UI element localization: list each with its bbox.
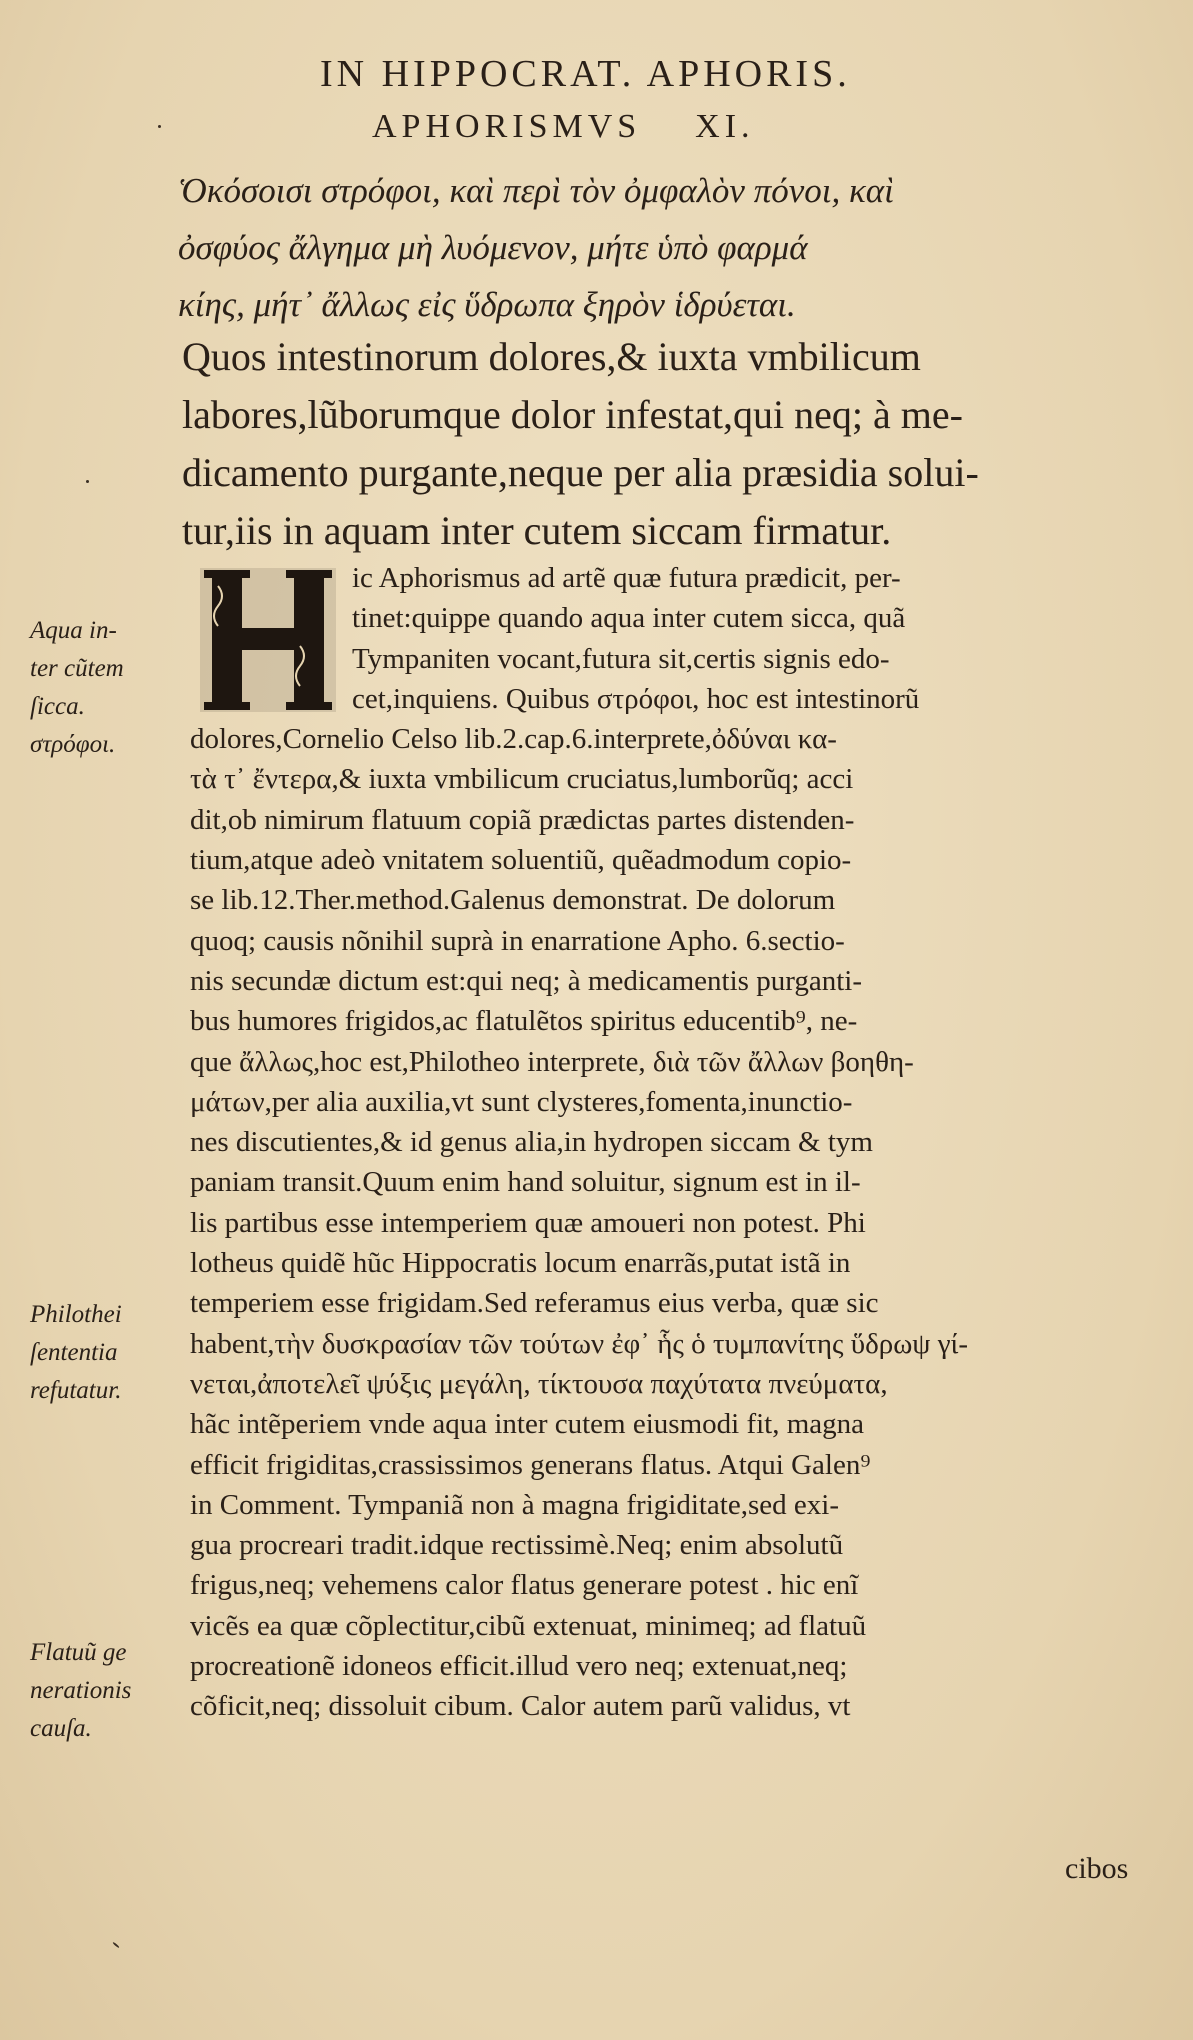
commentary-line: cõficit,neq; dissoluit cibum. Calor autem parũ validus, vt — [190, 1690, 851, 1723]
commentary-line: hãc intẽperiem vnde aqua inter cutem eiusmodi fit, magna — [190, 1408, 865, 1441]
running-head: IN HIPPOCRAT. APHORIS. — [320, 53, 851, 95]
latin-line: Quos intestinorum dolores,& iuxta vmbilicum — [182, 334, 921, 379]
margin-note-aqua — [30, 612, 180, 764]
commentary-line: quoq; causis nõnihil suprà in enarratione Apho. 6.sectio- — [190, 924, 845, 957]
commentary-line: μάτων,per alia auxilia,vt sunt clysteres,fomenta,inunctio- — [190, 1085, 853, 1118]
commentary-line: que ἄλλως,hoc est,Philotheo interprete, διὰ τῶν ἄλλων βοηθη- — [190, 1045, 914, 1078]
commentary-line: nis secundæ dictum est:qui neq; à medicamentis purganti- — [190, 964, 862, 997]
commentary-line: ic Aphorismus ad artẽ quæ futura prædicit, per- — [352, 562, 901, 594]
margin-line: cauſa. — [30, 1715, 92, 1742]
commentary-line: paniam transit.Quum enim hand soluitur, signum est in il- — [190, 1166, 861, 1199]
commentary-line: tinet:quippe quando aqua inter cutem sicca, quã — [352, 602, 906, 635]
greek-line: Ὁκόσοισι στρόφοι, καὶ περὶ τὸν ὀμφαλὸν πόνοι, καὶ — [178, 171, 894, 210]
greek-aphorism — [178, 162, 1138, 333]
commentary-line: νεται,ἀποτελεῖ ψύξις μεγάλη, τίκτουσα παχύτατα πνεύματα, — [190, 1367, 888, 1400]
catchword: cibos — [1065, 1852, 1129, 1885]
commentary-line: τὰ τ᾽ ἔντερα,& iuxta vmbilicum cruciatus,lumborũq; acci — [190, 763, 854, 796]
commentary-line: efficit frigiditas,crassissimos generans flatus. Atqui Galen⁹ — [190, 1448, 871, 1481]
commentary-line: in Comment. Tympaniã non à magna frigiditate,sed exi- — [190, 1488, 839, 1521]
margin-line: ſicca. — [30, 693, 85, 720]
commentary-line: procreationẽ idoneos efficit.illud vero neq; extenuat,neq; — [190, 1650, 848, 1683]
ink-speck — [112, 1942, 119, 1949]
greek-line: ὀσφύος ἄλγημα μὴ λυόμενον, μήτε ὑπὸ φαρμά — [178, 228, 808, 267]
commentary-line: dit,ob nimirum flatuum copiã prædictas partes distenden- — [190, 803, 855, 836]
margin-line: στρόφοι. — [30, 731, 116, 758]
commentary-line: se lib.12.Ther.method.Galenus demonstrat. De dolorum — [190, 884, 836, 917]
latin-aphorism — [182, 328, 1142, 560]
commentary-line: lis partibus esse intemperiem quæ amoueri non potest. Phi — [190, 1206, 866, 1239]
commentary-line: cet,inquiens. Quibus στρόφοι, hoc est intestinorũ — [352, 682, 920, 715]
margin-line: Aqua in- — [30, 617, 117, 644]
latin-line: tur,iis in aquam inter cutem siccam firmatur. — [182, 508, 892, 553]
commentary-line: habent,τὴν δυσκρασίαν τῶν τούτων ἐφ᾽ ἧς ὁ τυμπανίτης ὕδρωψ γί- — [190, 1327, 968, 1360]
margin-line: refutatur. — [30, 1377, 122, 1404]
aphorism-title: APHORISMVS XI. — [372, 108, 755, 145]
ink-speck — [158, 125, 161, 128]
margin-line: ter cũtem — [30, 655, 124, 682]
margin-line: ſententia — [30, 1339, 118, 1366]
commentary-text — [190, 558, 1150, 1727]
margin-line: nerationis — [30, 1677, 132, 1704]
commentary-line: vicẽs ea quæ cõplectitur,cibũ extenuat, minimeq; ad flatuũ — [190, 1609, 867, 1642]
commentary-line: nes discutientes,& id genus alia,in hydropen siccam & tym — [190, 1126, 873, 1159]
commentary-line: temperiem esse frigidam.Sed referamus eius verba, quæ sic — [190, 1287, 879, 1320]
margin-line: Philothei — [30, 1301, 122, 1328]
commentary-line: Tympaniten vocant,futura sit,certis signis edo- — [352, 642, 890, 675]
commentary-line: gua procreari tradit.idque rectissimè.Neq; enim absolutũ — [190, 1529, 844, 1562]
commentary-line: tium,atque adeò vnitatem soluentiũ, quẽadmodum copio- — [190, 844, 852, 877]
commentary-line: frigus,neq; vehemens calor flatus generare potest . hic enĩ — [190, 1569, 859, 1602]
latin-line: dicamento purgante,neque per alia præsidia solui- — [182, 450, 979, 495]
commentary-line: dolores,Cornelio Celso lib.2.cap.6.interprete,ὀδύναι κα- — [190, 723, 837, 756]
ink-speck — [86, 480, 89, 483]
margin-note-philothei — [30, 1296, 180, 1410]
greek-line: κίης, μήτ᾽ ἄλλως εἰς ὕδρωπα ξηρὸν ἱδρύεται. — [178, 285, 796, 324]
commentary-line: lotheus quidẽ hũc Hippocratis locum enarrãs,putat istã in — [190, 1247, 851, 1280]
margin-line: Flatuũ ge — [30, 1639, 127, 1666]
latin-line: labores,lũborumque dolor infestat,qui neq; à me- — [182, 392, 963, 437]
commentary-line: bus humores frigidos,ac flatulẽtos spiritus educentib⁹, ne- — [190, 1005, 858, 1038]
margin-note-flatuum — [30, 1634, 180, 1748]
